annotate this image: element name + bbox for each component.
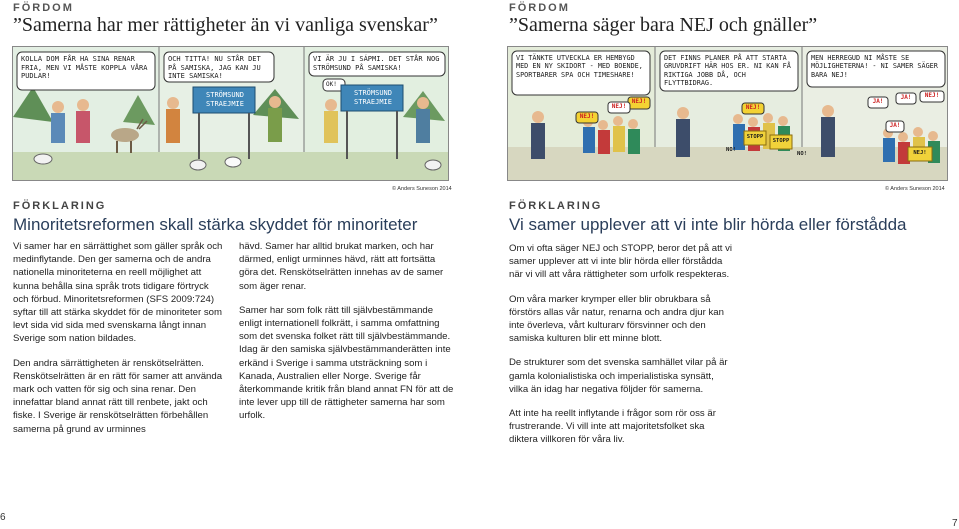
left-col2-paragraph-1: hävd. Samer har alltid brukat marken, och har därmed, enligt urminnes hävd, rätt att fortsätta göra det. Renskötselrätten innehas av de samer som äger renar. xyxy=(239,241,444,292)
placard-3: NO! xyxy=(726,147,736,153)
comic-bubble-3: VI ÄR JU I SÁPMI. DET STÅR NOG STRÖMSUND PÅ SAMISKA! xyxy=(313,55,440,72)
comic-bubble-4: OK! xyxy=(326,81,337,88)
left-comic-credit: © Anders Suneson 2014 xyxy=(392,186,452,192)
right-paragraph-2: Om våra marker krymper eller blir obrukbara så förstörs allas vår natur, renarna och andra djur kan inte överleva, vårt kulturarv försvinner och den samiska kulturen blir ett minne blott. xyxy=(509,293,724,345)
shout-6: JA! xyxy=(900,94,912,101)
left-explanation-title: Minoritetsreformen skall stärka skyddet för minoriteter xyxy=(13,215,418,234)
right-headline: ”Samerna säger bara NEJ och gnäller” xyxy=(509,14,818,36)
road-sign-2-line1: STRÖMSUND xyxy=(354,89,392,97)
placard-4: NO! xyxy=(797,151,807,157)
left-explanation-kicker: FÖRKLARING xyxy=(13,200,107,212)
right-prejudice-label: FÖRDOM xyxy=(509,2,570,14)
placard-1: STOPP xyxy=(746,134,764,140)
right-explanation-kicker: FÖRKLARING xyxy=(509,200,603,212)
left-col1-paragraph-2: Den andra särrättigheten är renskötselrätten. Renskötselrätten är en rätt för samer att använda mark och vatten för sig och sina renar. Den innefattar bland annat rätt till renbete, jakt och fiske. I Sverige är renskötselrätten förbehållen samerna på grund av urminnes xyxy=(13,357,223,435)
right-comic-credit: © Anders Suneson 2014 xyxy=(885,186,945,192)
right-paragraph-1: Om vi ofta säger NEJ och STOPP, beror det på att vi samer upplever att vi inte blir hörda eller förstådda när vi vill att våra rättigheter som urfolk respekteras. xyxy=(509,243,733,281)
right-paragraph-3: De strukturer som det svenska samhället vilar på är gamla kolonialistiska och imperialistiska synsätt, vilka än idag har negativa följder för samerna. xyxy=(509,357,728,395)
left-col2-paragraph-2: Samer har som folk rätt till självbestämmande enligt internationell folkrätt, i samma omfattning som det svenska folket rätt till självbestämmande. Idag är den samiska självbestämmanderätten inte erkänd i Sverige i samma utsträckning som i Kanada, Australien eller Norge. Sverige får återkommande kritik från bland annat FN för att de inte lever upp till de rättigheter samerna har som urfolk. xyxy=(239,304,454,422)
shout-7: NEJ! xyxy=(924,92,940,99)
left-comic xyxy=(12,46,449,181)
placard-2: STOPP xyxy=(772,138,790,144)
right-paragraph-4: Att inte ha reellt inflytande i frågor som rör oss är frustrerande. Vi vill inte att majoritetsfolket ska diktera villkoren för våra liv. xyxy=(509,408,716,446)
left-page-number: 6 xyxy=(0,512,6,523)
shout-5: JA! xyxy=(872,98,884,105)
right-page xyxy=(489,0,959,529)
road-sign-1-line1: STRÖMSUND xyxy=(206,91,244,99)
placard-5: NEJ! xyxy=(913,150,927,156)
right-comic-bubble-2: DET FINNS PLANER PÅ ATT STARTA GRUVDRIFT HÄR HOS ER. NI KAN FÅ RIKTIGA JOBB DÅ, OCH FLYTTBIDRAG. xyxy=(664,54,791,88)
left-page xyxy=(0,0,470,529)
shout-3: NEJ! xyxy=(579,113,595,120)
right-comic-bubble-3: MEN HERREGUD NI MÅSTE SE MÖJLIGHETERNA! - NI SAMER SÄGER BARA NEJ! xyxy=(811,54,938,79)
shout-8: JA! xyxy=(889,122,901,129)
right-column xyxy=(509,242,734,447)
left-column-2 xyxy=(239,240,457,423)
road-sign-1-line2: STRAEJMIE xyxy=(206,100,244,108)
road-sign-2-line2: STRAEJMIE xyxy=(354,98,392,106)
right-page-number: 7 xyxy=(952,518,958,529)
road-sign-1 xyxy=(196,91,254,109)
shout-1: NEJ! xyxy=(631,98,647,105)
left-column-1 xyxy=(13,240,225,436)
left-col1-paragraph-1: Vi samer har en särrättighet som gäller språk och medinflytande. Den ger samerna och de andra nationella minoriteterna en reell möjlighet att kunna behålla sina språk trots tidigare förtryck och förbud. Minoritetsreformen (SFS 2009:724) syftar till att stärka skyddet för de minoriteter som levt sida vid sida med svenskarna långt innan Sverige som nation bildades. xyxy=(13,241,223,345)
comic-bubble-1: KOLLA DOM FÅR HA SINA RENAR FRIA, MEN VI MÅSTE KOPPLA VÅRA PUDLAR! xyxy=(21,55,148,80)
shout-2: NEJ! xyxy=(611,103,627,110)
shout-4: NEJ! xyxy=(745,104,761,111)
left-prejudice-label: FÖRDOM xyxy=(13,2,74,14)
road-sign-2 xyxy=(344,89,402,107)
right-comic xyxy=(507,46,948,181)
right-comic-bubble-1: VI TÄNKTE UTVECKLA ER HEMBYGD MED EN NY SKIDORT - MED BOENDE, SPORTBARER SPA OCH TIMESHARE! xyxy=(516,54,643,79)
left-headline: ”Samerna har mer rättigheter än vi vanliga svenskar” xyxy=(13,14,438,36)
right-explanation-title: Vi samer upplever att vi inte blir hörda eller förstådda xyxy=(509,215,907,234)
comic-bubble-2: OCH TITTA! NU STÅR DET PÅ SAMISKA, JAG KAN JU INTE SAMISKA! xyxy=(168,55,261,80)
